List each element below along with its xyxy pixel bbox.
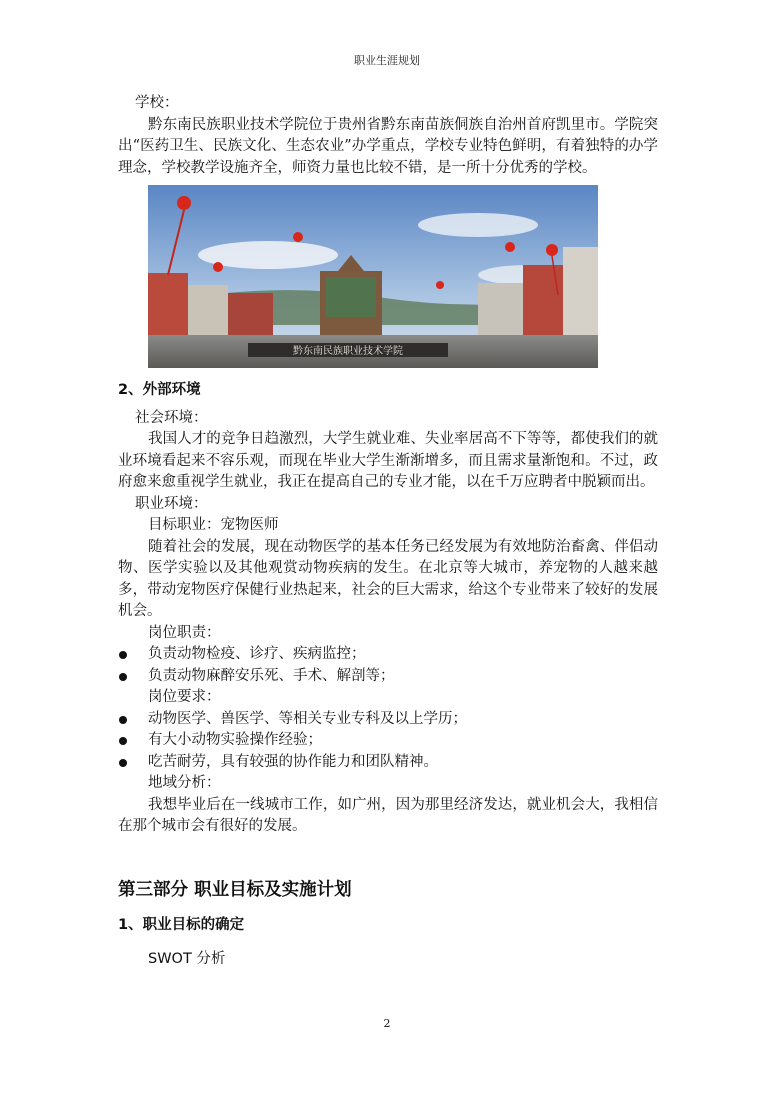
external-heading: 2、外部环境 [118, 382, 201, 398]
list-item: 有大小动物实验操作经验； [118, 730, 658, 752]
region-label: 地域分析： [148, 775, 221, 791]
bullet-icon [119, 737, 127, 745]
career-label: 职业环境： [135, 495, 208, 512]
list-item: 吃苦耐劳，具有较强的协作能力和团队精神。 [118, 752, 658, 774]
school-paragraph: 黔东南民族职业技术学院位于贵州省黔东南苗族侗族自治州首府凯里市。学院突出“医药卫生、民族文化、生态农业”办学重点，学校专业特色鲜明，有着独特的办学理念，学校教学设施齐全，师资力量也比较不错，是一所十分优秀的学校。 [118, 116, 658, 176]
list-item: 负责动物麻醉安乐死、手术、解剖等； [118, 666, 658, 688]
campus-sign-text: 黔东南民族职业技术学院 [293, 346, 403, 357]
campus-photo [148, 185, 598, 368]
list-item: 动物医学、兽医学、等相关专业专科及以上学历； [118, 709, 658, 731]
social-label: 社会环境： [135, 409, 208, 426]
requirements-label: 岗位要求： [148, 689, 221, 705]
part3-sub-heading: 1、职业目标的确定 [118, 917, 245, 933]
bullet-icon [119, 759, 127, 767]
social-paragraph: 我国人才的竞争日趋激烈，大学生就业难、失业率居高不下等等，都使我们的就业环境看起来不容乐观，而现在毕业大学生渐渐增多，而且需求量渐饱和。不过，政府愈来愈重视学生就业，我正在提高自己的专业才能，以在千万应聘者中脱颖而出。 [118, 431, 658, 490]
page-content [118, 93, 658, 970]
swot-label: SWOT 分析 [148, 950, 226, 967]
school-label: 学校： [135, 95, 179, 111]
bullet-icon [119, 716, 127, 724]
duties-label: 岗位职责： [148, 624, 221, 641]
bullet-icon [119, 673, 127, 681]
region-paragraph: 我想毕业后在一线城市工作，如广州，因为那里经济发达，就业机会大，我相信在那个城市会有很好的发展。 [118, 796, 658, 834]
list-item: 负责动物检疫、诊疗、疾病监控； [118, 644, 658, 666]
page-number: 2 [383, 1017, 391, 1030]
part3-heading: 第三部分 职业目标及实施计划 [118, 879, 352, 900]
page-header: 职业生涯规划 [354, 54, 420, 67]
bullet-icon [119, 651, 127, 659]
target-job: 目标职业：宠物医师 [148, 517, 279, 533]
career-paragraph: 随着社会的发展，现在动物医学的基本任务已经发展为有效地防治畜禽、伴侣动物、医学实验以及其他观赏动物疾病的发生。在北京等大城市，养宠物的人越来越多，带动宠物医疗保健行业热起来，社会的巨大需求，给这个专业带来了较好的发展机会。 [118, 538, 658, 619]
